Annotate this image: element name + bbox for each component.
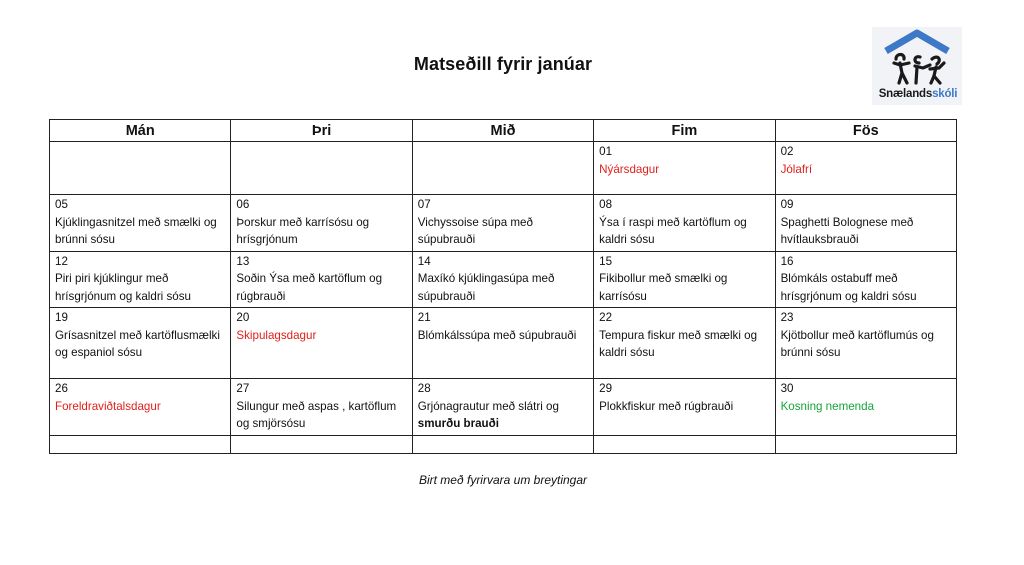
weekday-header-fri: Fös [775, 120, 956, 142]
menu-cell [50, 379, 231, 436]
menu-text: Maxíkó kjúklingasúpa með súpubrauði [417, 272, 555, 303]
menu-cell [594, 142, 775, 195]
date-number: 07 [417, 198, 431, 211]
date-number: 01 [599, 145, 613, 158]
school-logo-text: Snælandsskóli [878, 88, 958, 100]
menu-cell [412, 379, 593, 436]
menu-cell [50, 142, 231, 195]
menu-cell [50, 251, 231, 308]
holiday-label: Jólafrí [780, 162, 813, 176]
date-number: 28 [417, 382, 431, 395]
menu-text-bold: smurðu brauði [417, 417, 499, 430]
date-number: 08 [599, 198, 613, 211]
date-number: 05 [55, 198, 68, 211]
menu-text: Grísasnitzel með kartöflusmælki og espaniol sósu [55, 328, 220, 359]
week-row [50, 251, 957, 308]
date-number: 29 [599, 382, 613, 395]
date-number: 22 [599, 311, 613, 324]
date-number: 21 [417, 311, 431, 324]
weekday-header-mon: Mán [50, 120, 231, 142]
menu-text: Blómkálssúpa með súpubrauði [417, 328, 577, 342]
menu-text: Silungur með aspas , kartöflum og smjörsósu [236, 399, 397, 430]
holiday-label: Skipulagsdagur [236, 328, 317, 342]
week-row [50, 142, 957, 195]
school-logo [872, 27, 962, 105]
menu-cell [412, 195, 593, 252]
weekday-header-wed: Mið [412, 120, 593, 142]
menu-cell [50, 308, 231, 379]
menu-text: Þorskur með karrísósu og hrísgrjónum [236, 215, 370, 246]
menu-text: Piri piri kjúklingur með hrísgrjónum og kaldri sósu [55, 272, 191, 303]
menu-cell [775, 195, 956, 252]
date-number: 26 [55, 382, 68, 395]
menu-cell [412, 435, 593, 453]
menu-text: Soðin Ýsa með kartöflum og rúgbrauði [236, 272, 383, 303]
menu-text: Blómkáls ostabuff með hrísgrjónum og kaldri sósu [780, 272, 917, 303]
date-number: 27 [236, 382, 250, 395]
menu-cell [412, 142, 593, 195]
date-number: 02 [780, 145, 794, 158]
holiday-label: Nýársdagur [599, 162, 660, 176]
date-number: 06 [236, 198, 250, 211]
page-title: Matseðill fyrir janúar [413, 54, 593, 74]
menu-cell [594, 308, 775, 379]
menu-cell [231, 435, 412, 453]
school-logo-icon [880, 29, 954, 89]
menu-cell [231, 251, 412, 308]
menu-cell [775, 142, 956, 195]
menu-cell [231, 142, 412, 195]
event-label: Kosning nemenda [780, 399, 875, 413]
menu-cell [231, 195, 412, 252]
menu-text: Vichyssoise súpa með súpubrauði [417, 215, 533, 246]
menu-text: Tempura fiskur með smælki og kaldri sósu [599, 328, 758, 359]
menu-cell [50, 195, 231, 252]
menu-cell [775, 251, 956, 308]
footer-note: Birt með fyrirvara um breytingar [418, 473, 588, 487]
weekday-header-tue: Þri [231, 120, 412, 142]
menu-text: Grjónagrautur með slátri og smurðu brauði [417, 399, 559, 430]
menu-cell [775, 379, 956, 436]
week-row [50, 195, 957, 252]
menu-cell [594, 435, 775, 453]
date-number: 15 [599, 254, 613, 268]
week-row [50, 379, 957, 436]
date-number: 09 [780, 198, 794, 211]
lunch-menu-table [49, 119, 957, 454]
week-row [50, 308, 957, 379]
menu-cell [50, 435, 231, 453]
menu-cell [231, 379, 412, 436]
week-row-empty [50, 435, 957, 453]
menu-text: Plokkfiskur með rúgbrauði [599, 399, 734, 413]
weekday-header-thu: Fim [594, 120, 775, 142]
menu-text: Kjúklingasnitzel með smælki og brúnni sósu [55, 215, 217, 246]
menu-cell [594, 251, 775, 308]
menu-text: Spaghetti Bolognese með hvítlauksbrauði [780, 215, 914, 246]
date-number: 16 [780, 254, 794, 268]
menu-cell [412, 308, 593, 379]
menu-cell [412, 251, 593, 308]
date-number: 20 [236, 311, 250, 324]
menu-cell [775, 308, 956, 379]
date-number: 30 [780, 382, 794, 395]
date-number: 19 [55, 311, 68, 324]
menu-text: Fikibollur með smælki og karrísósu [599, 272, 728, 303]
date-number: 14 [417, 254, 431, 268]
menu-cell [594, 379, 775, 436]
menu-cell [775, 435, 956, 453]
date-number: 23 [780, 311, 794, 324]
menu-cell [594, 195, 775, 252]
holiday-label: Foreldraviðtalsdagur [55, 399, 161, 413]
date-number: 13 [236, 254, 250, 268]
menu-text: Kjötbollur með kartöflumús og brúnni sósu [780, 328, 934, 359]
menu-cell [231, 308, 412, 379]
date-number: 12 [55, 254, 68, 268]
weekday-header-row [50, 120, 957, 142]
menu-text: Ýsa í raspi með kartöflum og kaldri sósu [599, 215, 747, 246]
